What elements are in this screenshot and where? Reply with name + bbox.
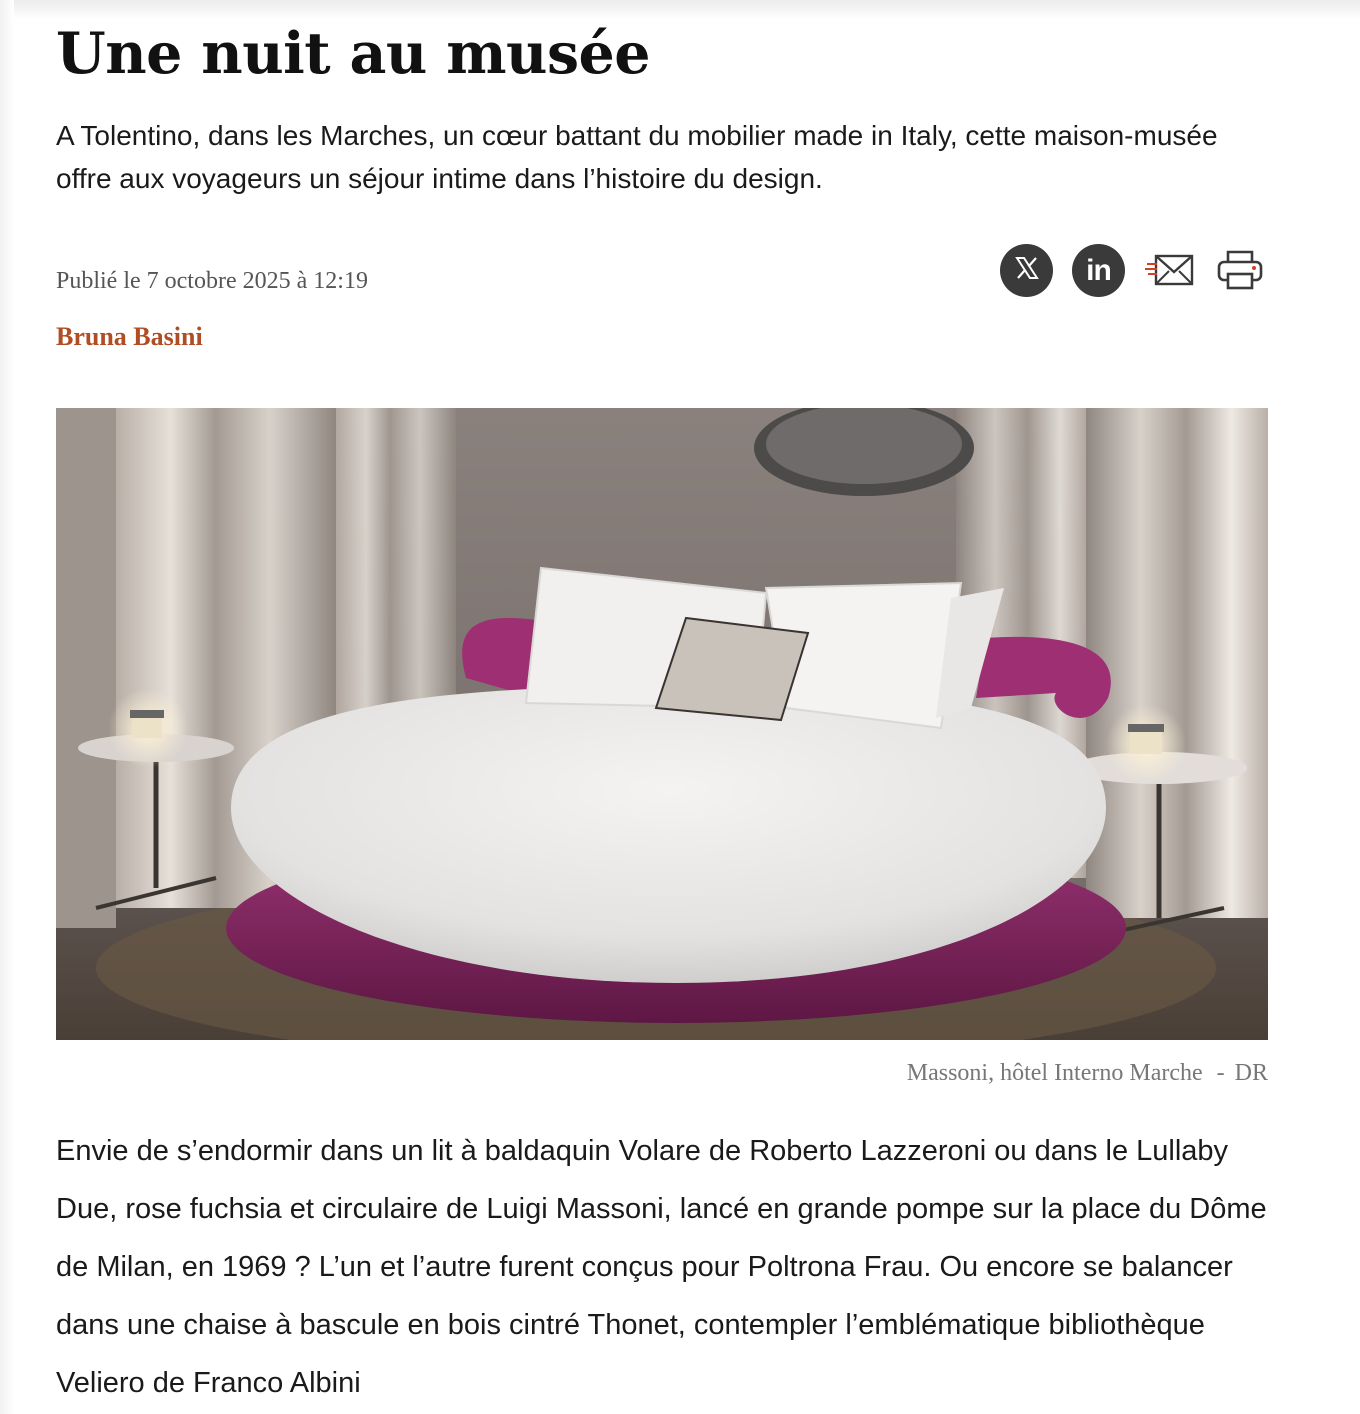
article-title: Une nuit au musée	[56, 20, 651, 87]
caption-separator: -	[1216, 1060, 1225, 1086]
top-shadow	[0, 0, 1360, 20]
article-photo	[56, 408, 1268, 1040]
author-link[interactable]: Bruna Basini	[56, 322, 203, 351]
bed-photo-illustration	[56, 408, 1268, 1040]
share-linkedin-button[interactable]	[1072, 244, 1125, 297]
photo-credit: DR	[1234, 1060, 1268, 1086]
share-mail-button[interactable]	[1144, 250, 1196, 295]
left-shadow	[0, 0, 14, 1414]
publish-date: Publié le 7 octobre 2025 à 12:19	[56, 268, 368, 294]
print-button[interactable]	[1216, 248, 1264, 297]
print-icon	[1216, 279, 1264, 296]
mail-icon	[1144, 277, 1196, 294]
x-icon	[1014, 255, 1040, 286]
caption-text: Massoni, hôtel Interno Marche	[906, 1060, 1203, 1086]
photo-caption	[907, 1060, 1268, 1087]
article-lead: A Tolentino, dans les Marches, un cœur battant du mobilier made in Italy, cette maison-musée offre aux voyageurs un séjour intime dans l’histoire du design.	[56, 120, 1218, 194]
article-body: Envie de s’endormir dans un lit à baldaquin Volare de Roberto Lazzeroni ou dans le Lullaby Due, rose fuchsia et circulaire de Luigi Massoni, lancé en grande pompe sur la place du Dôme de Milan, en 1969 ? L’un et l’autre furent conçus pour Poltrona Frau. Ou encore se balancer dans une chaise à bascule en bois cintré Thonet, contempler l’emblématique bibliothèque Veliero de Franco Albini	[56, 1135, 1267, 1399]
share-x-button[interactable]	[1000, 244, 1053, 297]
linkedin-icon: in	[1086, 253, 1111, 287]
